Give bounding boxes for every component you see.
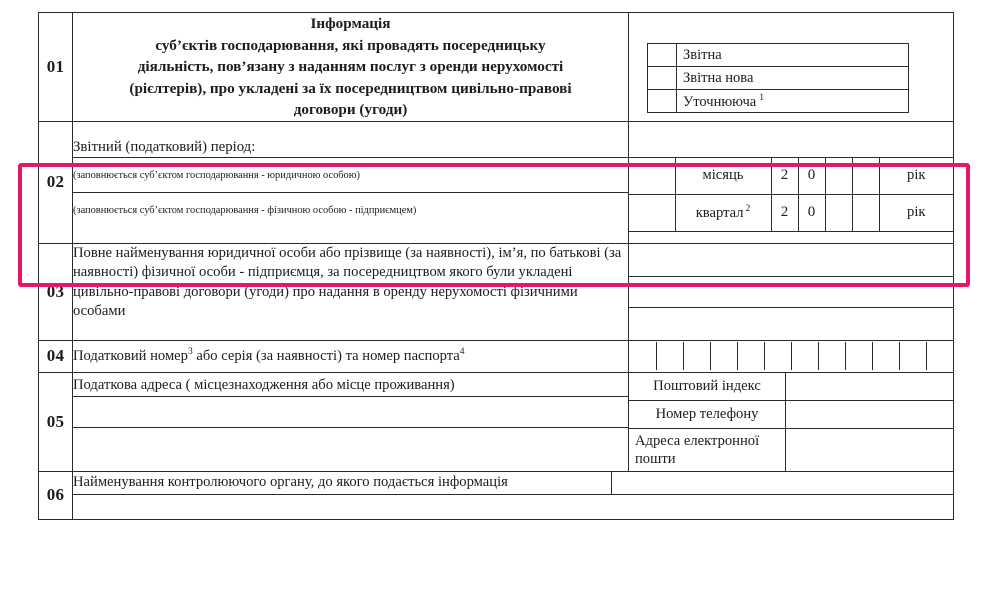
quarter-row-blank (629, 194, 675, 231)
month-year-label: рік (879, 157, 953, 194)
authority-name-table (73, 472, 953, 519)
authority-name-blank-row (73, 494, 953, 519)
row-number-03 (39, 243, 73, 340)
hint-individual-entrepreneur: (заповнюється суб’єктом господарювання - фізичною особою - підприємцем) (73, 204, 417, 216)
table-row-01 (39, 13, 954, 122)
quarter-year-digit-2[interactable]: 0 (798, 194, 825, 231)
month-label-text: місяць (702, 167, 744, 184)
authority-name-label: Найменування контролюючого органу, до якого подається інформація (73, 472, 611, 495)
month-year-digit-1[interactable]: 2 (771, 157, 798, 194)
quarter-year-digit-4[interactable] (852, 194, 879, 231)
tax-number-label-before: Податковий номер (73, 348, 188, 365)
period-bottom-spacer (629, 231, 953, 243)
contacts-table (629, 373, 953, 471)
tax-number-digit-7[interactable] (791, 342, 818, 370)
contact-row-email (629, 429, 953, 471)
authority-name-line-2[interactable] (73, 494, 953, 519)
period-spacer (629, 122, 953, 158)
period-row-quarter (629, 194, 953, 231)
authority-name-input[interactable] (611, 472, 953, 495)
checkbox-utochnyuyucha[interactable] (648, 90, 677, 113)
tax-number-digit-1[interactable] (629, 342, 656, 370)
reporting-period-label: Звітний (податковий) період: (73, 137, 628, 158)
tax-number-digit-8[interactable] (818, 342, 845, 370)
tax-number-digit-3[interactable] (683, 342, 710, 370)
title-line-3: діяльність, пов’язану з наданням послуг з оренди нерухомості (137, 58, 564, 76)
tax-number-digit-4[interactable] (710, 342, 737, 370)
checkbox-zvitna-nova[interactable] (648, 67, 677, 90)
tax-number-digit-11[interactable] (899, 342, 926, 370)
tax-number-digit-boxes (629, 342, 953, 370)
tax-address-line-2-row (73, 427, 628, 468)
entity-name-line-2-row (629, 276, 953, 307)
tax-address-label-row (73, 376, 628, 397)
form-title (73, 13, 629, 122)
row-number-03-text: 03 (46, 281, 65, 301)
entity-name-blank-lines (629, 246, 953, 338)
table-row-03 (39, 243, 954, 340)
footnote-marker-3: 3 (187, 347, 193, 358)
tax-address-line-1[interactable] (73, 396, 628, 427)
month-row-blank (629, 157, 675, 194)
entity-name-line-3[interactable] (629, 307, 953, 338)
tax-number-label-middle: або серія (за наявності) та номер паспорта (192, 348, 460, 365)
row-number-01: 01 (39, 13, 73, 122)
contact-row-postal-code (629, 373, 953, 401)
phone-number-input[interactable] (786, 401, 954, 429)
form-kind-label-utochnyuyucha-text: Уточнююча (683, 93, 757, 110)
entity-name-line-2[interactable] (629, 276, 953, 307)
title-line-5: договори (угоди) (293, 101, 408, 119)
entity-name-input-cell (629, 243, 954, 340)
entity-name-line-3-row (629, 307, 953, 338)
month-year-digit-3[interactable] (825, 157, 852, 194)
entity-name-label: Повне найменування юридичної особи або прізвище (за наявності), ім’я, по батькові (за наявності) фізичної особи - підприємця, за посередництвом якого були укладені цивільно-правові договори (угоди) про надання в оренду нерухомості фізичними особами (73, 243, 629, 340)
email-input[interactable] (786, 429, 954, 471)
phone-number-label: Номер телефону (629, 401, 786, 429)
row-number-05: 05 (39, 372, 73, 471)
table-row-05 (39, 372, 954, 471)
contacts-cell (629, 372, 954, 471)
form-kind-label-zvitna: Звітна (677, 44, 909, 67)
tax-address-label: Податкова адреса ( місцезнаходження або місце проживання) (73, 376, 628, 397)
month-year-digit-4[interactable] (852, 157, 879, 194)
tax-number-digit-9[interactable] (845, 342, 872, 370)
contact-row-phone (629, 401, 953, 429)
tax-address-cell (73, 372, 629, 471)
row-number-04: 04 (39, 340, 73, 372)
month-year-digit-2[interactable]: 0 (798, 157, 825, 194)
reporting-period-left-table (73, 137, 628, 227)
month-label (675, 157, 771, 194)
table-row-06 (39, 471, 954, 519)
reporting-period-fields-table (629, 122, 953, 243)
form-kind-row-reporting (648, 44, 909, 67)
period-spacer-row (629, 122, 953, 158)
tax-number-digit-12[interactable] (926, 342, 953, 370)
information-form-table (38, 12, 954, 520)
checkbox-zvitna[interactable] (648, 44, 677, 67)
form-kind-row-clarifying (648, 90, 909, 113)
reporting-period-fields-cell (629, 121, 954, 243)
table-row-04 (39, 340, 954, 372)
quarter-year-label: рік (879, 194, 953, 231)
form-kind-row-reporting-new (648, 67, 909, 90)
tax-number-digit-row (629, 342, 953, 370)
tax-number-digits-cell (629, 340, 954, 372)
table-row-02 (39, 121, 954, 243)
title-line-1: Інформація (310, 15, 391, 32)
hint-legal-entity: (заповнюється суб’єктом господарювання - юридичною особою) (73, 158, 628, 193)
tax-address-line-2[interactable] (73, 427, 628, 468)
period-bottom-spacer-row (629, 231, 953, 243)
quarter-label (675, 194, 771, 231)
footnote-marker-1: 1 (759, 92, 764, 103)
form-kind-label-utochnyuyucha (677, 90, 909, 113)
tax-number-digit-2[interactable] (656, 342, 683, 370)
authority-name-cell (73, 471, 954, 519)
postal-code-input[interactable] (786, 373, 954, 401)
tax-address-table (73, 376, 628, 468)
form-kind-table (647, 43, 909, 113)
footnote-marker-4: 4 (459, 347, 465, 358)
postal-code-label: Поштовий індекс (629, 373, 786, 401)
title-line-2: суб’єктів господарювання, які провадять посередницьку (155, 36, 546, 54)
quarter-year-digit-3[interactable] (825, 194, 852, 231)
reporting-period-cell (73, 121, 629, 243)
email-label: Адреса електронної пошти (629, 429, 786, 471)
form-kind-label-zvitna-nova: Звітна нова (677, 67, 909, 90)
title-line-4: (рієлтерів), про укладені за їх посередництвом цивільно-правові (129, 79, 572, 97)
period-row-month (629, 157, 953, 194)
entity-name-line-1-row (629, 246, 953, 277)
footnote-marker-2: 2 (745, 203, 751, 214)
reporting-period-hint-row-individual (73, 193, 628, 228)
tax-number-digit-5[interactable] (737, 342, 764, 370)
quarter-label-text: квартал (695, 204, 744, 221)
tax-number-digit-10[interactable] (872, 342, 899, 370)
form-kind-cell (629, 13, 954, 122)
entity-name-line-1[interactable] (629, 246, 953, 277)
authority-name-label-row (73, 472, 953, 495)
row-number-06: 06 (39, 471, 73, 519)
reporting-period-label-row (73, 137, 628, 158)
row-number-02: 02 (39, 121, 73, 243)
tax-number-label (73, 340, 629, 372)
quarter-year-digit-1[interactable]: 2 (771, 194, 798, 231)
reporting-period-hint-row-legal (73, 158, 628, 193)
tax-address-line-1-row (73, 396, 628, 427)
tax-number-digit-6[interactable] (764, 342, 791, 370)
